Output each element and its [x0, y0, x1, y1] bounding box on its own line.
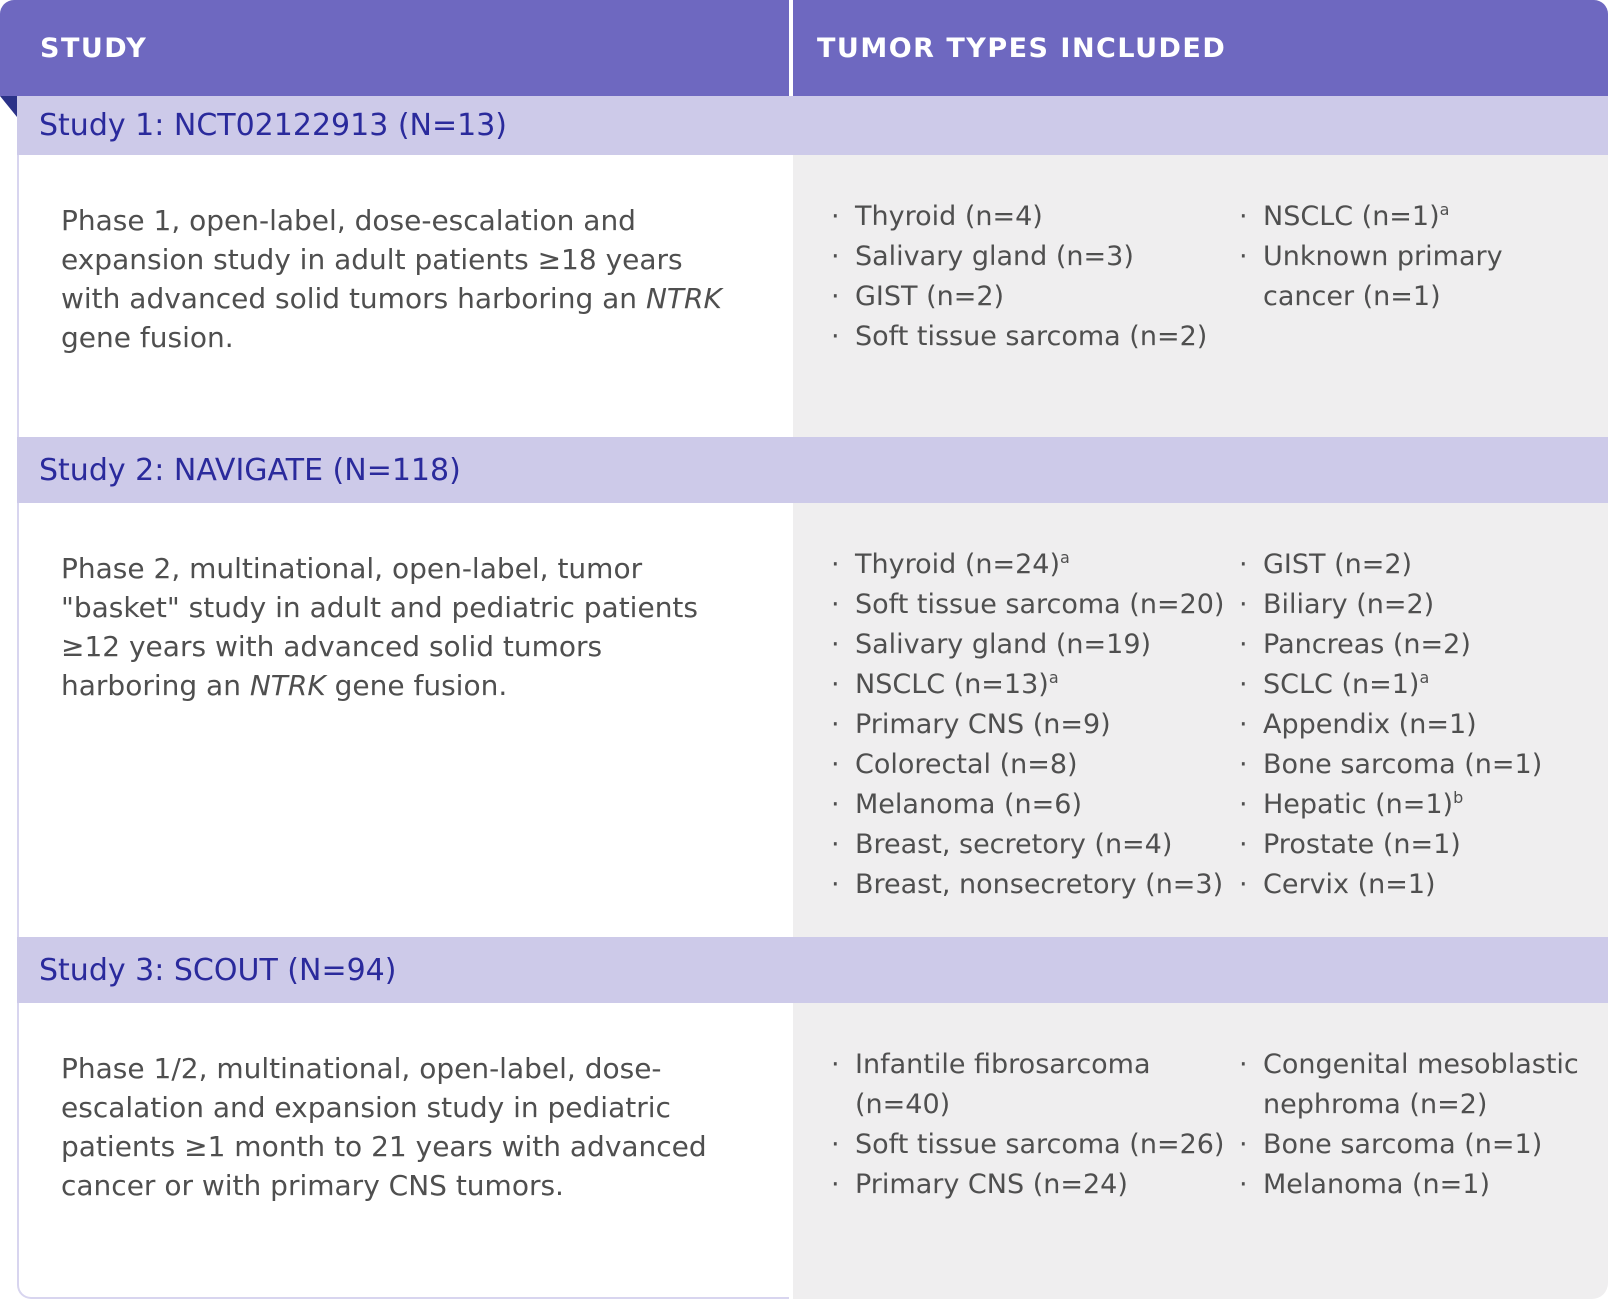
tumor-item	[1237, 745, 1594, 785]
tumor-item	[829, 317, 1227, 357]
tumor-item	[1237, 665, 1594, 705]
bullet-icon: ·	[831, 669, 840, 700]
gene-name-italic: NTRK	[249, 669, 326, 702]
tumor-item-label: Unknown primary cancer (n=1)	[1263, 241, 1503, 312]
study2-tumor-cell	[793, 503, 1608, 937]
tumor-item-label: GIST (n=2)	[855, 281, 1005, 312]
tumor-item	[1237, 825, 1594, 865]
tumor-item-label: Primary CNS (n=9)	[855, 709, 1111, 740]
tumor-item-label: Breast, nonsecretory (n=3)	[855, 869, 1224, 900]
header-tumor-cell	[793, 0, 1608, 96]
study2-tumor-column-2	[1237, 545, 1594, 937]
bullet-icon: ·	[1239, 1169, 1248, 1200]
tumor-item-label: Bone sarcoma (n=1)	[1263, 1129, 1543, 1160]
study2-description-cell	[17, 503, 789, 937]
footnote-marker: b	[1453, 788, 1464, 807]
tumor-item-label: Soft tissue sarcoma (n=20)	[855, 589, 1225, 620]
tumor-item-label: Appendix (n=1)	[1263, 709, 1477, 740]
tumor-item-label: NSCLC (n=13)	[855, 669, 1049, 700]
tumor-item	[829, 197, 1227, 237]
tumor-item-label: Biliary (n=2)	[1263, 589, 1435, 620]
tumor-item-label: SCLC (n=1)	[1263, 669, 1420, 700]
tumor-item-label: NSCLC (n=1)	[1263, 201, 1440, 232]
bullet-icon: ·	[831, 241, 840, 272]
tumor-item-label: Infantile fibrosarcoma (n=40)	[855, 1049, 1151, 1120]
tumor-item	[1237, 237, 1594, 317]
bullet-icon: ·	[1239, 589, 1248, 620]
study3-tumor-column-1	[829, 1045, 1237, 1299]
table-header-row	[0, 0, 1608, 96]
bullet-icon: ·	[831, 749, 840, 780]
study3-title: Study 3: SCOUT (N=94)	[39, 952, 397, 988]
study2-description	[61, 549, 733, 705]
tumor-item-label: Bone sarcoma (n=1)	[1263, 749, 1543, 780]
tumor-item-label: Melanoma (n=6)	[855, 789, 1082, 820]
study1-band	[17, 96, 1608, 155]
tumor-item	[829, 277, 1227, 317]
tumor-item	[1237, 865, 1594, 905]
bullet-icon: ·	[831, 201, 840, 232]
description-text: Phase 2, multinational, open-label, tumor "basket" study in adult and pediatric patients ≥12 years with advanced solid tumors harboring an	[61, 552, 698, 702]
bullet-icon: ·	[831, 709, 840, 740]
tumor-item-label: Melanoma (n=1)	[1263, 1169, 1490, 1200]
bullet-icon: ·	[1239, 549, 1248, 580]
header-study-label: STUDY	[40, 32, 148, 64]
bullet-icon: ·	[1239, 709, 1248, 740]
bullet-icon: ·	[831, 629, 840, 660]
description-text: Phase 1/2, multinational, open-label, dose-escalation and expansion study in pediatric patients ≥1 month to 21 years with advanced cancer or with primary CNS tumors.	[61, 1052, 707, 1202]
tumor-item-label: Soft tissue sarcoma (n=26)	[855, 1129, 1225, 1160]
study1-title: Study 1: NCT02122913 (N=13)	[39, 108, 507, 143]
bullet-icon: ·	[1239, 829, 1248, 860]
study1-tumor-column-2	[1237, 197, 1594, 437]
bullet-icon: ·	[1239, 869, 1248, 900]
footnote-marker: a	[1060, 548, 1070, 567]
tumor-item-label: Primary CNS (n=24)	[855, 1169, 1128, 1200]
tumor-item	[829, 665, 1227, 705]
bullet-icon: ·	[1239, 629, 1248, 660]
header-tumor-label: TUMOR TYPES INCLUDED	[817, 32, 1227, 64]
ribbon-fold-corner	[0, 96, 17, 117]
tumor-item-label: Congenital mesoblastic nephroma (n=2)	[1263, 1049, 1579, 1120]
study1-tumor-cell	[793, 155, 1608, 437]
study2-row	[17, 503, 1608, 937]
study3-description-cell	[17, 1003, 789, 1299]
tumor-item-label: Soft tissue sarcoma (n=2)	[855, 321, 1208, 352]
table-body	[17, 96, 1608, 1299]
study1-description-cell	[17, 155, 789, 437]
tumor-item-label: Cervix (n=1)	[1263, 869, 1436, 900]
tumor-item	[829, 1165, 1227, 1205]
description-text: gene fusion.	[61, 321, 234, 354]
bullet-icon: ·	[831, 321, 840, 352]
tumor-item	[1237, 585, 1594, 625]
footnote-marker: a	[1419, 668, 1430, 687]
tumor-item-label: Pancreas (n=2)	[1263, 629, 1471, 660]
tumor-item-label: Salivary gland (n=19)	[855, 629, 1152, 660]
bullet-icon: ·	[831, 1129, 840, 1160]
tumor-item-label: GIST (n=2)	[1263, 549, 1413, 580]
study2-band	[17, 437, 1608, 503]
description-text: Phase 1, open-label, dose-escalation and expansion study in adult patients ≥18 years with advanced solid tumors harboring an	[61, 204, 683, 315]
tumor-item-label: Colorectal (n=8)	[855, 749, 1078, 780]
tumor-item	[1237, 785, 1594, 825]
bullet-icon: ·	[831, 1049, 840, 1080]
tumor-item	[829, 745, 1227, 785]
tumor-item	[1237, 1165, 1594, 1205]
study2-title: Study 2: NAVIGATE (N=118)	[39, 452, 461, 488]
footnote-marker: a	[1048, 668, 1059, 687]
tumor-item	[829, 237, 1227, 277]
tumor-item-label: Salivary gland (n=3)	[855, 241, 1134, 272]
tumor-item	[1237, 1125, 1594, 1165]
bullet-icon: ·	[1239, 789, 1248, 820]
bullet-icon: ·	[831, 549, 840, 580]
tumor-item	[1237, 705, 1594, 745]
tumor-item	[1237, 625, 1594, 665]
tumor-item-label: Breast, secretory (n=4)	[855, 829, 1173, 860]
study1-description	[61, 201, 733, 357]
study3-row	[17, 1003, 1608, 1299]
tumor-item-label: Hepatic (n=1)	[1263, 789, 1454, 820]
bullet-icon: ·	[1239, 1049, 1248, 1080]
study2-tumor-column-1	[829, 545, 1237, 937]
tumor-item	[1237, 1045, 1594, 1125]
bullet-icon: ·	[1239, 1129, 1248, 1160]
tumor-item	[829, 1045, 1227, 1125]
gene-name-italic: NTRK	[645, 282, 722, 315]
tumor-item	[829, 545, 1227, 585]
tumor-item	[829, 625, 1227, 665]
bullet-icon: ·	[831, 589, 840, 620]
footnote-marker: a	[1439, 200, 1450, 219]
bullet-icon: ·	[1239, 201, 1248, 232]
tumor-item-label: Thyroid (n=4)	[855, 201, 1043, 232]
tumor-item	[1237, 197, 1594, 237]
tumor-item	[829, 785, 1227, 825]
tumor-item	[829, 865, 1227, 905]
tumor-item	[1237, 545, 1594, 585]
study1-tumor-column-1	[829, 197, 1237, 437]
tumor-item-label: Thyroid (n=24)	[855, 549, 1060, 580]
bullet-icon: ·	[831, 869, 840, 900]
study3-tumor-column-2	[1237, 1045, 1594, 1299]
study3-tumor-cell	[793, 1003, 1608, 1299]
bullet-icon: ·	[1239, 749, 1248, 780]
bullet-icon: ·	[1239, 241, 1248, 272]
bullet-icon: ·	[831, 1169, 840, 1200]
study1-row	[17, 155, 1608, 437]
bullet-icon: ·	[1239, 669, 1248, 700]
tumor-item-label: Prostate (n=1)	[1263, 829, 1461, 860]
bullet-icon: ·	[831, 789, 840, 820]
header-study-cell	[0, 0, 789, 96]
tumor-item	[829, 585, 1227, 625]
tumor-item	[829, 1125, 1227, 1165]
study3-band	[17, 937, 1608, 1003]
tumor-item	[829, 705, 1227, 745]
study3-description	[61, 1049, 733, 1205]
tumor-item	[829, 825, 1227, 865]
bullet-icon: ·	[831, 281, 840, 312]
description-text: gene fusion.	[325, 669, 508, 702]
bullet-icon: ·	[831, 829, 840, 860]
